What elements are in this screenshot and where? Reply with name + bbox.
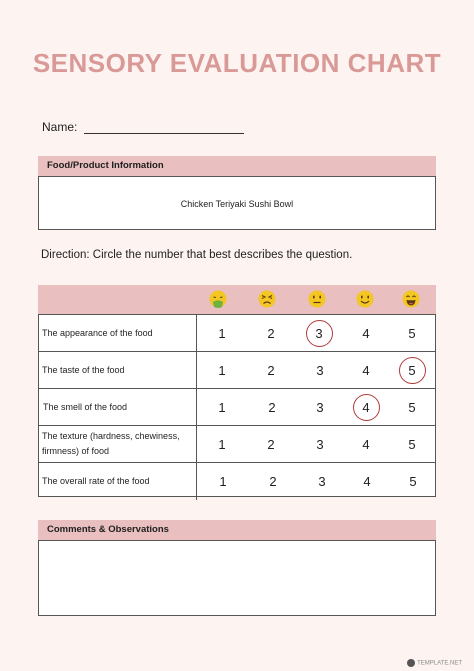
question-label: The texture (hardness, chewiness, firmness) of food — [39, 426, 197, 462]
score-option[interactable]: 2 — [269, 474, 277, 489]
score-option[interactable]: 4 — [351, 389, 381, 425]
score-option[interactable]: 2 — [267, 362, 275, 378]
smiling-face-icon — [355, 289, 375, 309]
question-label: The overall rate of the food — [39, 463, 197, 500]
watermark — [407, 659, 462, 667]
table-row — [39, 389, 435, 426]
food-name: Chicken Teriyaki Sushi Bowl — [180, 199, 294, 209]
comments-header: Comments & Observations — [38, 520, 436, 540]
score-option[interactable]: 5 — [408, 325, 416, 341]
score-option[interactable]: 5 — [408, 436, 416, 452]
score-option[interactable]: 2 — [268, 399, 276, 415]
question-label: The smell of the food — [39, 389, 197, 425]
score-option[interactable]: 1 — [218, 362, 226, 378]
question-label: The taste of the food — [39, 352, 197, 388]
comments-box[interactable] — [38, 540, 436, 616]
score-option[interactable]: 2 — [267, 436, 275, 452]
score-option[interactable]: 4 — [362, 436, 370, 452]
question-label: The appearance of the food — [39, 315, 197, 351]
score-option[interactable]: 4 — [362, 362, 370, 378]
table-row — [39, 352, 435, 389]
score-option[interactable]: 1 — [218, 436, 226, 452]
score-option[interactable]: 1 — [219, 474, 227, 489]
sick-face-icon — [208, 289, 228, 309]
template-logo-icon — [407, 659, 415, 667]
rating-scale-header — [38, 285, 436, 314]
score-option[interactable]: 3 — [316, 399, 324, 415]
food-section-header: Food/Product Information — [38, 156, 436, 176]
page-title: SENSORY EVALUATION CHART — [32, 48, 442, 78]
score-option[interactable]: 1 — [218, 399, 226, 415]
neutral-face-icon — [307, 289, 327, 309]
food-info-box[interactable] — [38, 176, 436, 230]
frowning-face-icon — [257, 289, 277, 309]
name-label: Name: — [42, 120, 78, 134]
score-option[interactable]: 5 — [409, 474, 417, 489]
rating-table — [38, 314, 436, 497]
table-row — [39, 463, 435, 500]
score-option[interactable]: 2 — [267, 325, 275, 341]
direction-text: Direction: Circle the number that best describes the question. — [41, 249, 353, 261]
score-option[interactable]: 4 — [363, 474, 371, 489]
table-row — [39, 426, 435, 463]
score-option[interactable]: 3 — [316, 436, 324, 452]
score-option[interactable]: 1 — [218, 325, 226, 341]
table-row — [39, 315, 435, 352]
score-option[interactable]: 4 — [362, 325, 370, 341]
name-field[interactable] — [84, 133, 244, 134]
score-option[interactable]: 3 — [304, 315, 334, 351]
score-option[interactable]: 5 — [408, 399, 416, 415]
watermark-text: TEMPLATE.NET — [417, 660, 462, 667]
score-option[interactable]: 3 — [316, 362, 324, 378]
grinning-face-icon — [401, 289, 421, 309]
score-option[interactable]: 5 — [397, 352, 427, 388]
score-option[interactable]: 3 — [318, 474, 326, 489]
